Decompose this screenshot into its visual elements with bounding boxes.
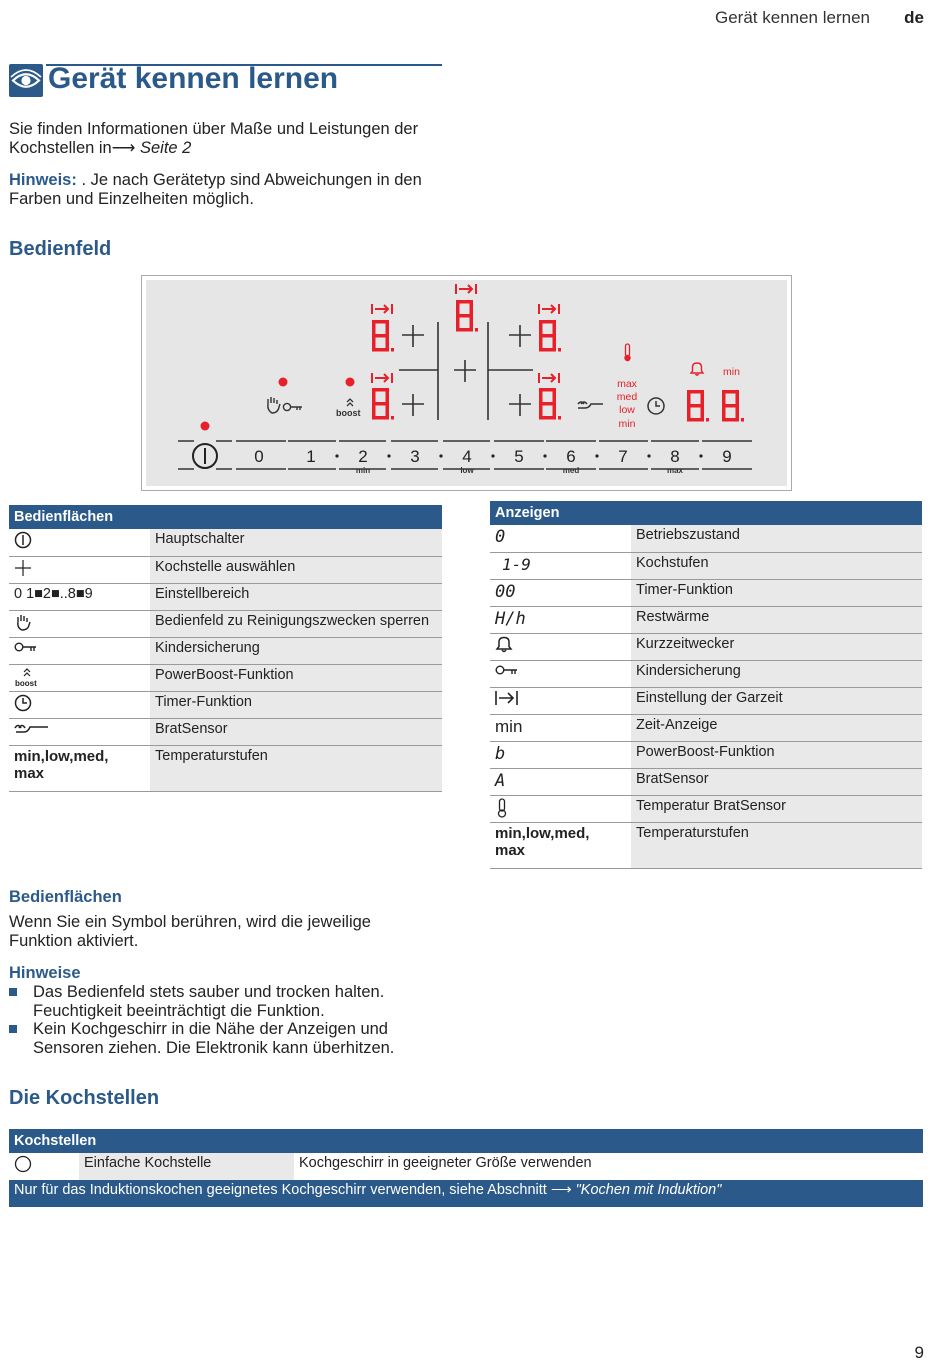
scale-4: 4 (462, 447, 472, 466)
scale-1: 1 (306, 447, 316, 466)
display-digit-5 (539, 388, 561, 420)
crosshair-icon-1 (402, 325, 424, 347)
display-symbol: H/h (490, 606, 631, 633)
language-code: de (904, 8, 924, 27)
bedienflaechen-text: Wenn Sie ein Symbol berühren, wird die jeweilige Funktion aktiviert. (9, 913, 371, 950)
scale-3: 3 (410, 447, 420, 466)
timer-digit-1 (687, 390, 709, 422)
display-symbol: 0 (490, 525, 631, 552)
boost-icon (9, 664, 150, 691)
table-header: Bedienflächen (9, 505, 442, 529)
subheading-hinweise: Hinweise (9, 964, 81, 982)
display-digit-3 (539, 320, 561, 352)
temp-level-max: max (617, 378, 637, 390)
sub-low: low (460, 466, 474, 475)
row-text: Kurzzeitwecker (631, 633, 922, 660)
boost-icon (347, 399, 353, 406)
row-text: PowerBoost-Funktion (631, 741, 922, 768)
indicator-dot-power (201, 422, 210, 431)
row-text: BratSensor (631, 768, 922, 795)
timer-end-icon-4 (372, 373, 392, 383)
table-bedienflaechen (9, 505, 442, 792)
table-footer: Nur für das Induktionskochen geeignetes Kochgeschirr verwenden, siehe Abschnitt ⟶ "Kochen mit Induktion" (9, 1180, 923, 1207)
display-symbol: min (490, 714, 631, 741)
section-heading-bedienfeld: Bedienfeld (9, 238, 112, 260)
row-text: Bedienfeld zu Reinigungszwecken sperren (150, 610, 442, 637)
table-row (9, 1153, 923, 1180)
display-symbol: 00 (490, 579, 631, 606)
row-text: Kindersicherung (631, 660, 922, 687)
control-panel-drawing (146, 280, 787, 486)
page-title: Gerät kennen lernen (48, 62, 339, 95)
fry-sensor-icon (578, 402, 603, 408)
thermometer-icon (624, 344, 630, 361)
sub-max: max (666, 466, 684, 475)
hint-label: Hinweis: (9, 171, 77, 189)
row-text: Timer-Funktion (631, 579, 922, 606)
row-text: Betriebszustand (631, 525, 922, 552)
scale-7: 7 (618, 447, 628, 466)
hint-paragraph (9, 171, 429, 209)
temp-level-low: low (619, 404, 635, 416)
temp-levels-symbol: min,low,med, max (490, 822, 631, 868)
timer-end-icon-2 (456, 284, 476, 294)
display-digit-2 (456, 300, 478, 332)
display-symbol: A (490, 768, 631, 795)
scale-8: 8 (670, 447, 680, 466)
bell-icon (691, 363, 703, 375)
temp-levels (617, 378, 638, 430)
timer-end-icon-5 (539, 373, 559, 383)
row-text: PowerBoost-Funktion (150, 664, 442, 691)
row-text: Hauptschalter (150, 529, 442, 556)
temp-level-min: min (618, 418, 636, 430)
crosshair-icon-3 (454, 360, 476, 382)
table-row (490, 768, 922, 795)
timer-end-icon-3 (539, 304, 559, 314)
bullet-icon (9, 1025, 17, 1033)
page-number: 9 (914, 1343, 924, 1362)
row-text: Zeit-Anzeige (631, 714, 922, 741)
intro-paragraph (9, 120, 429, 158)
power-icon (9, 529, 150, 556)
table-row (490, 687, 922, 714)
footer-link[interactable]: "Kochen mit Induktion" (575, 1182, 722, 1198)
table-anzeigen (490, 501, 922, 869)
row-text: Einstellbereich (150, 583, 442, 610)
table-row (490, 822, 922, 868)
display-symbol: b (490, 741, 631, 768)
timer-end-icon-1 (372, 304, 392, 314)
scale-5: 5 (514, 447, 524, 466)
intro-text: Sie finden Informationen über Maße und Leistungen der Kochstellen in (9, 120, 419, 157)
table-row (490, 525, 922, 552)
bullet-icon (9, 988, 17, 996)
row-text: BratSensor (150, 718, 442, 745)
row-text: Temperatur BratSensor (631, 795, 922, 822)
indicator-dot-lock (279, 378, 288, 387)
sub-min: min (355, 466, 371, 475)
indicator-dot-boost (346, 378, 355, 387)
scale-6: 6 (566, 447, 576, 466)
crosshair-icon (9, 556, 150, 583)
hand-icon (268, 397, 280, 413)
table-row (9, 718, 442, 745)
table-row (490, 741, 922, 768)
row-text: Timer-Funktion (150, 691, 442, 718)
scale-9: 9 (722, 447, 732, 466)
table-row (9, 610, 442, 637)
boost-icon-label: boost (15, 678, 37, 687)
clock-icon (648, 398, 664, 414)
table-row (9, 664, 442, 691)
table-row (9, 529, 442, 556)
intro-link[interactable]: Seite 2 (139, 139, 192, 157)
row-text: Einstellung der Garzeit (631, 687, 922, 714)
table-row (490, 714, 922, 741)
fry-sensor-icon (9, 718, 150, 745)
eye-icon (9, 64, 43, 97)
section-heading-kochstellen: Die Kochstellen (9, 1087, 160, 1109)
key-icon (283, 403, 302, 410)
timer-end-icon (490, 687, 631, 714)
table-row (490, 633, 922, 660)
hand-icon (9, 610, 150, 637)
hint-text: . Je nach Gerätetyp sind Abweichungen in den Farben und Einzelheiten möglich. (9, 171, 422, 208)
table-row (9, 583, 442, 610)
display-digit-4 (372, 388, 394, 420)
display-symbol: 1-9 (490, 552, 631, 579)
timer-min-label: min (723, 366, 740, 378)
cooking-zone-text: Kochgeschirr in geeigneter Größe verwenden (299, 1155, 592, 1171)
table-row (9, 691, 442, 718)
display-digit-1 (372, 320, 394, 352)
cooking-zone-name: Einfache Kochstelle (79, 1153, 294, 1180)
subheading-bedienflaechen: Bedienflächen (9, 888, 122, 906)
table-header: Kochstellen (9, 1129, 923, 1153)
row-text: Temperaturstufen (631, 822, 922, 868)
table-header: Anzeigen (490, 501, 922, 525)
row-text: Temperaturstufen (150, 745, 442, 791)
scale-0: 0 (254, 447, 264, 466)
control-panel (146, 280, 787, 486)
timer-digit-2 (722, 390, 744, 422)
scale-2: 2 (358, 447, 368, 466)
table-row (9, 556, 442, 583)
circle-icon (9, 1153, 79, 1180)
crosshair-icon-2 (509, 325, 531, 347)
running-header-title: Gerät kennen lernen (715, 8, 870, 27)
row-text: Kochstelle auswählen (150, 556, 442, 583)
table-row (490, 795, 922, 822)
row-text: Kindersicherung (150, 637, 442, 664)
boost-label: boost (336, 408, 361, 418)
table-footer-row (9, 1180, 923, 1207)
crosshair-icon-5 (509, 394, 531, 416)
temp-levels-symbol: min,low,med, max (9, 745, 150, 791)
key-icon (490, 660, 631, 687)
table-row (490, 552, 922, 579)
table-row (490, 579, 922, 606)
arrow-icon: ⟶ (550, 1182, 572, 1198)
row-text: Restwärme (631, 606, 922, 633)
row-text: Kochstufen (631, 552, 922, 579)
sub-med: med (562, 466, 580, 475)
zone-divider-lines (399, 322, 533, 420)
table-row (9, 637, 442, 664)
scale-symbol: 0 1■2■..8■9 (9, 583, 150, 610)
table-row (9, 745, 442, 791)
table-row (490, 660, 922, 687)
thermometer-icon (490, 795, 631, 822)
table-kochstellen (9, 1129, 923, 1207)
table-row (490, 606, 922, 633)
power-button (193, 444, 217, 468)
arrow-icon: ⟶ (111, 139, 136, 157)
temp-level-med: med (616, 391, 638, 403)
clock-icon (9, 691, 150, 718)
crosshair-icon-4 (402, 394, 424, 416)
bell-icon (490, 633, 631, 660)
key-icon (9, 637, 150, 664)
slider-sublabels (356, 466, 684, 475)
